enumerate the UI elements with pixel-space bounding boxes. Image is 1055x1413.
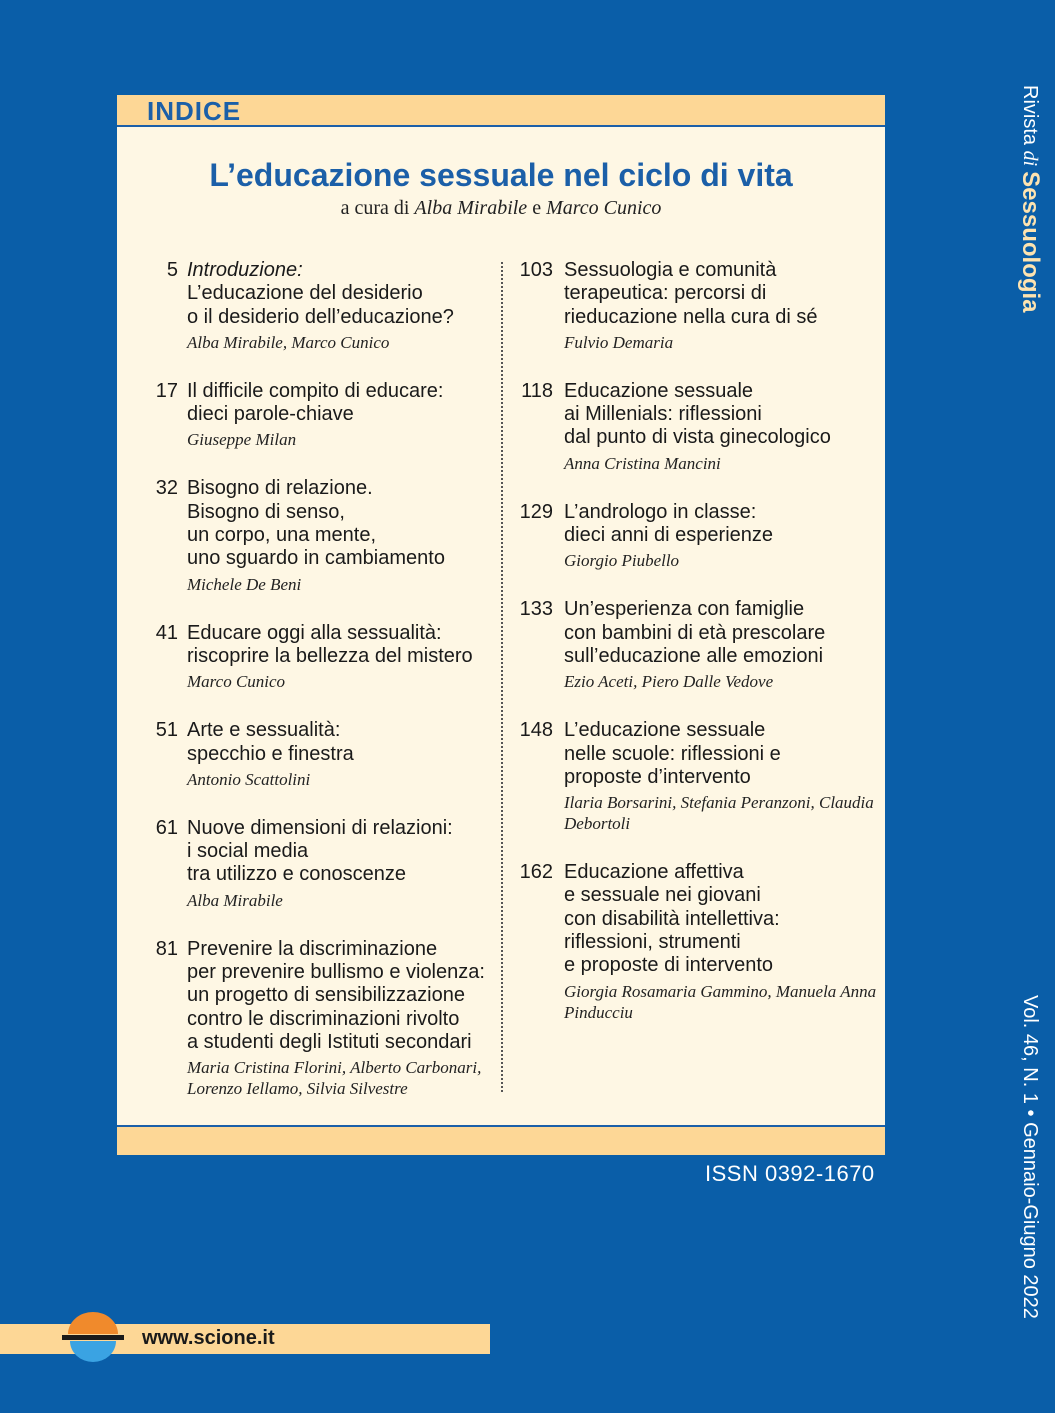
toc-entry bbox=[135, 719, 497, 790]
toc-authors: Giorgio Piubello bbox=[564, 551, 680, 571]
toc-title bbox=[564, 501, 877, 548]
toc-title-line: uno sguardo in cambiamento bbox=[187, 547, 445, 570]
toc-title-line: un progetto di sensibilizzazione bbox=[187, 984, 465, 1007]
toc-entry bbox=[135, 477, 497, 594]
toc-title-line: i social media bbox=[187, 840, 309, 863]
toc-title bbox=[564, 380, 877, 450]
toc-title bbox=[187, 622, 497, 669]
toc-title-line: terapeutica: percorsi di bbox=[564, 282, 767, 305]
toc-entry bbox=[517, 719, 877, 834]
toc-title-line: riscoprire la bellezza del mistero bbox=[187, 644, 473, 667]
toc-title-line: Bisogno di senso, bbox=[187, 500, 345, 523]
toc-title-line: L’andrologo in classe: bbox=[564, 500, 757, 523]
toc-title-line: Un’esperienza con famiglie bbox=[564, 598, 805, 621]
toc-page-number: 51 bbox=[155, 719, 178, 742]
toc-right-column bbox=[517, 259, 877, 1023]
toc-title-line: riflessioni, strumenti bbox=[564, 931, 741, 954]
toc-title-line: per prevenire bullismo e violenza: bbox=[187, 961, 485, 984]
toc-title-line: e proposte di intervento bbox=[564, 954, 774, 977]
index-panel bbox=[117, 95, 885, 1155]
toc-title-line: Bisogno di relazione. bbox=[187, 477, 373, 500]
toc-title-line: dal punto di vista ginecologico bbox=[564, 426, 831, 449]
website-link[interactable]: www.scione.it bbox=[142, 1327, 275, 1349]
toc-left-column bbox=[135, 259, 497, 1099]
toc-authors: Giorgia Rosamaria Gammino, Manuela Anna Pinducciu bbox=[564, 981, 877, 1022]
toc-title-line: Sessuologia e comunità bbox=[564, 259, 777, 281]
issue-title: L’educazione sessuale nel ciclo di vita bbox=[209, 157, 793, 193]
toc-page-number: 103 bbox=[519, 259, 553, 281]
toc-title-line: Educazione affettiva bbox=[564, 861, 744, 884]
toc-page-number: 5 bbox=[166, 259, 178, 281]
toc-title-line: dieci parole-chiave bbox=[187, 403, 354, 426]
toc-authors: Ilaria Borsarini, Stefania Peranzoni, Claudia Debortoli bbox=[564, 793, 874, 834]
toc-page-number: 148 bbox=[519, 719, 553, 742]
issn: ISSN 0392-1670 bbox=[705, 1161, 875, 1186]
toc-title-line: sull’educazione alle emozioni bbox=[564, 644, 824, 667]
toc-page-number: 81 bbox=[155, 937, 178, 960]
toc-entry bbox=[517, 380, 877, 474]
toc-title-line: Nuove dimensioni di relazioni: bbox=[187, 816, 453, 839]
toc-page-number: 133 bbox=[519, 598, 553, 621]
toc-authors: Ezio Aceti, Piero Dalle Vedove bbox=[564, 672, 774, 692]
toc-title-line: L’educazione del desiderio bbox=[187, 282, 423, 305]
toc-title-line: specchio e finestra bbox=[187, 742, 354, 765]
toc-title-line: dieci anni di esperienze bbox=[564, 524, 774, 547]
toc-title-line: con bambini di età prescolare bbox=[564, 621, 826, 644]
toc-title-line: Educare oggi alla sessualità: bbox=[187, 621, 442, 644]
index-label: INDICE bbox=[147, 96, 242, 126]
toc-title-line: proposte d’intervento bbox=[564, 765, 751, 788]
toc-page-number: 61 bbox=[155, 816, 178, 839]
toc-title bbox=[564, 861, 877, 977]
toc-title-line: o il desiderio dell’educazione? bbox=[187, 305, 454, 328]
toc-authors: Marco Cunico bbox=[187, 672, 286, 692]
toc-title bbox=[187, 817, 497, 887]
toc-label: Introduzione: bbox=[187, 259, 303, 281]
toc-title-line: Arte e sessualità: bbox=[187, 719, 341, 742]
toc-title-line: contro le discriminazioni rivolto bbox=[187, 1007, 460, 1030]
publisher-logo-icon bbox=[62, 1312, 124, 1364]
toc-authors: Michele De Beni bbox=[187, 574, 302, 594]
toc-authors: Maria Cristina Florini, Alberto Carbonari, Lorenzo Iellamo, Silvia Silvestre bbox=[187, 1058, 482, 1099]
toc-page-number: 162 bbox=[519, 861, 553, 884]
index-footer-band bbox=[117, 1125, 885, 1155]
toc-title bbox=[187, 719, 497, 766]
toc-authors: Fulvio Demaria bbox=[564, 332, 674, 352]
issue-editors: a cura di Alba Mirabile e Marco Cunico bbox=[340, 197, 662, 219]
toc-title-line: rieducazione nella cura di sé bbox=[564, 305, 818, 328]
toc-page-number: 17 bbox=[155, 379, 178, 402]
toc-title-line: nelle scuole: riflessioni e bbox=[564, 742, 781, 765]
toc-title bbox=[187, 938, 497, 1054]
toc-title bbox=[564, 598, 877, 668]
toc-title-line: a studenti degli Istituti secondari bbox=[187, 1030, 472, 1053]
toc-entry bbox=[135, 938, 497, 1099]
toc-title-line: Il difficile compito di educare: bbox=[187, 379, 444, 402]
toc-authors: Anna Cristina Mancini bbox=[564, 453, 721, 473]
toc-entry bbox=[135, 622, 497, 693]
toc-title-line: ai Millenials: riflessioni bbox=[564, 403, 762, 426]
toc-page-number: 32 bbox=[155, 477, 178, 500]
toc-authors: Giuseppe Milan bbox=[187, 430, 297, 450]
toc-title-line: un corpo, una mente, bbox=[187, 524, 377, 547]
toc-title-line: tra utilizzo e conoscenze bbox=[187, 863, 407, 886]
toc-title-line: Educazione sessuale bbox=[564, 379, 754, 402]
toc-page-number: 41 bbox=[155, 621, 178, 644]
column-divider bbox=[501, 262, 503, 1092]
toc-entry bbox=[517, 259, 877, 353]
toc-title bbox=[564, 719, 877, 789]
toc-entry bbox=[135, 817, 497, 911]
toc-title bbox=[187, 259, 497, 329]
toc-authors: Alba Mirabile, Marco Cunico bbox=[187, 332, 390, 352]
toc-authors: Antonio Scattolini bbox=[187, 769, 311, 789]
toc-entry bbox=[135, 259, 497, 353]
toc-title-line: L’educazione sessuale bbox=[564, 719, 766, 742]
toc-entry bbox=[517, 598, 877, 692]
toc-entry bbox=[517, 501, 877, 572]
toc-entry bbox=[517, 861, 877, 1022]
toc-title bbox=[564, 259, 877, 329]
toc-title-line: e sessuale nei giovani bbox=[564, 884, 761, 907]
toc-title bbox=[187, 380, 497, 427]
toc-page-number: 129 bbox=[519, 500, 553, 523]
toc-title-line: con disabilità intellettiva: bbox=[564, 907, 780, 930]
volume-info: Vol. 46, N. 1 • Gennaio-Giugno 2022 bbox=[1019, 995, 1041, 1319]
index-header-band bbox=[117, 95, 885, 127]
toc-entry bbox=[135, 380, 497, 451]
journal-name: Rivista di Sessuologia bbox=[1017, 85, 1044, 313]
toc-title-line: Prevenire la discriminazione bbox=[187, 937, 438, 960]
toc-authors: Alba Mirabile bbox=[187, 890, 283, 910]
toc-page-number: 118 bbox=[521, 379, 553, 402]
toc-title bbox=[187, 477, 497, 570]
